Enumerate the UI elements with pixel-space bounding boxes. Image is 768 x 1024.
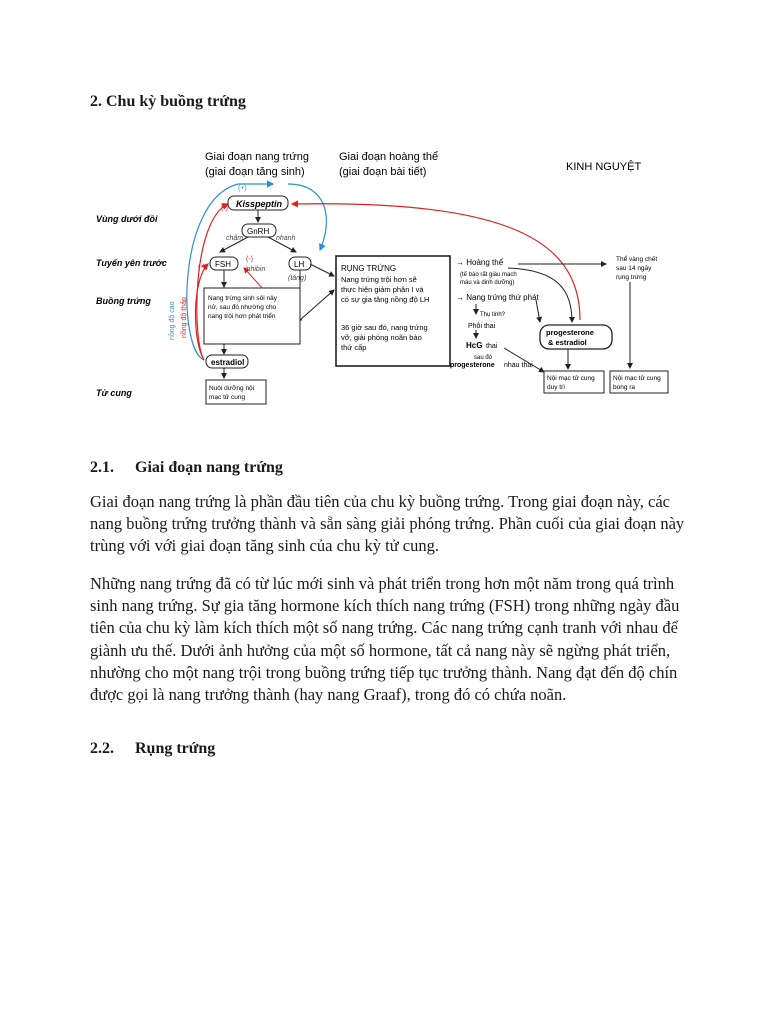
- corpus-luteum-note-1: (tế bào rất giàu mạch: [460, 272, 517, 278]
- corpus-luteum-label: → Hoàng thể: [456, 258, 504, 267]
- ovulation-text-3: có sự gia tăng nồng độ LH: [341, 295, 430, 304]
- kisspeptin-label: Kisspeptin: [236, 199, 283, 209]
- section-2-1-heading: [90, 459, 283, 477]
- phase-follicular-title-line2: (giai đoạn tăng sinh): [205, 166, 305, 178]
- label-increase: (tăng): [288, 275, 307, 282]
- section-2-1-paragraph-2: Những nang trứng đã có từ lúc mới sinh và phát triển trong hơn một năm trong quá trình sinh nang trứng. Sự gia tăng hormone kích thích nang trứng (FSH) trong những ngày đầu tiên của chu kỳ làm kích thích một số nang trứng. Các nang trứng cạnh tranh với nhau để giành ưu thế. Dưới ảnh hưởng của một số hormone, tất cả nang này sẽ ngừng phát triển, nhường cho một nang trội trong buồng trứng tiếp tục trưởng thành. Nang đạt đến độ chín được gọi là nang trưởng thành (hay nang Graaf), trong đó có chứa noãn.: [90, 574, 680, 705]
- ovulation-text-2: thực hiện giảm phân I và: [341, 285, 424, 294]
- cl-dies-2: sau 14 ngày: [616, 265, 652, 272]
- ovulation-title: RỤNG TRỨNG: [341, 264, 397, 273]
- menstruation-title: KINH NGUYỆT: [566, 161, 642, 173]
- section-heading: 2. Chu kỳ buồng trứng: [90, 93, 246, 110]
- cl-dies-1: Thể vàng chết: [616, 256, 658, 263]
- prog-estr-label-1: progesterone: [546, 328, 594, 337]
- prog-estr-label-2: & estradiol: [548, 338, 587, 347]
- endometrium-feed-2: mạc tử cung: [209, 394, 246, 401]
- section-2-2-heading: [90, 740, 215, 758]
- follicle-text-1: Nang trứng sinh sôi nảy: [208, 295, 278, 302]
- endometrium-feed-1: Nuôi dưỡng nội: [209, 385, 255, 392]
- ovulation-text-5: vỡ, giải phóng noãn bào: [341, 333, 422, 342]
- row-label-ovary: Buồng trứng: [96, 296, 151, 306]
- pregnancy-label: thai: [486, 343, 498, 350]
- after-label: sau đó: [474, 355, 493, 361]
- phase-luteal-title-line2: (giai đoạn bài tiết): [339, 166, 427, 178]
- corpus-luteum-note-2: máu và dinh dưỡng): [460, 280, 515, 286]
- placenta-label: nhau thai: [504, 362, 533, 369]
- label-minus-fsh: (-): [198, 264, 205, 271]
- cl-dies-3: rụng trứng: [616, 274, 647, 281]
- follicle-text-3: nang trội hơn phát triển: [208, 313, 276, 320]
- fertilized-label: Thụ tinh?: [480, 312, 506, 318]
- phase-luteal-title-line1: Giai đoạn hoàng thể: [339, 151, 439, 163]
- label-minus-kisspeptin: (-): [221, 205, 228, 212]
- section-2-1-title: Giai đoạn nang trứng: [135, 459, 283, 476]
- ovulation-text-4: 36 giờ sau đó, nang trứng: [341, 323, 428, 332]
- progesterone-placenta-label: progesterone: [450, 362, 495, 369]
- section-2-1-number: 2.1.: [90, 459, 114, 476]
- row-label-uterus: Tử cung: [96, 388, 132, 398]
- hcg-label: HcG: [466, 341, 483, 350]
- label-slow: chậm: [226, 235, 244, 242]
- ovulation-text-6: thứ cấp: [341, 343, 367, 352]
- label-inhibin: inhibin: [245, 266, 266, 273]
- estradiol-label: estradiol: [211, 358, 245, 367]
- section-2-2-title: Rụng trứng: [135, 740, 216, 757]
- section-2-2-number: 2.2.: [90, 740, 114, 757]
- label-plus-sign: (+): [238, 185, 247, 192]
- embryo-label: Phôi thai: [468, 323, 496, 330]
- endo-shed-2: bong ra: [613, 384, 636, 391]
- fsh-label: FSH: [215, 260, 231, 269]
- label-high-concentration: nồng độ cao: [169, 301, 176, 340]
- label-minus-inhibin: (-): [246, 256, 253, 263]
- ovarian-cycle-diagram: [88, 140, 688, 420]
- section-2-1-paragraph-1: Giai đoạn nang trứng là phần đầu tiên của chu kỳ buồng trứng. Trong giai đoạn này, các nang buồng trứng trưởng thành và sẵn sàng giải phóng trứng. Phần cuối của giai đoạn này trùng với với giai đoạn tăng sinh của chu kỳ tử cung.: [90, 492, 685, 556]
- row-label-pituitary: Tuyến yên trước: [96, 258, 167, 268]
- gnrh-label: GnRH: [247, 227, 270, 236]
- endo-shed-1: Nội mạc tử cung: [613, 375, 661, 382]
- endo-maintain-2: duy trì: [547, 384, 566, 391]
- endo-maintain-1: Nội mạc tử cung: [547, 375, 595, 382]
- row-label-hypothalamus: Vùng dưới đồi: [96, 214, 158, 224]
- label-fast: nhanh: [276, 235, 296, 242]
- secondary-follicle-label: → Nang trứng thứ phát: [456, 293, 539, 302]
- lh-label: LH: [294, 260, 305, 269]
- ovulation-text-1: Nang trứng trội hơn sẽ: [341, 275, 417, 284]
- phase-follicular-title-line1: Giai đoạn nang trứng: [205, 151, 309, 163]
- label-low-concentration: nồng độ thấp: [181, 297, 188, 338]
- follicle-text-2: nở, sau đó nhường cho: [208, 304, 277, 311]
